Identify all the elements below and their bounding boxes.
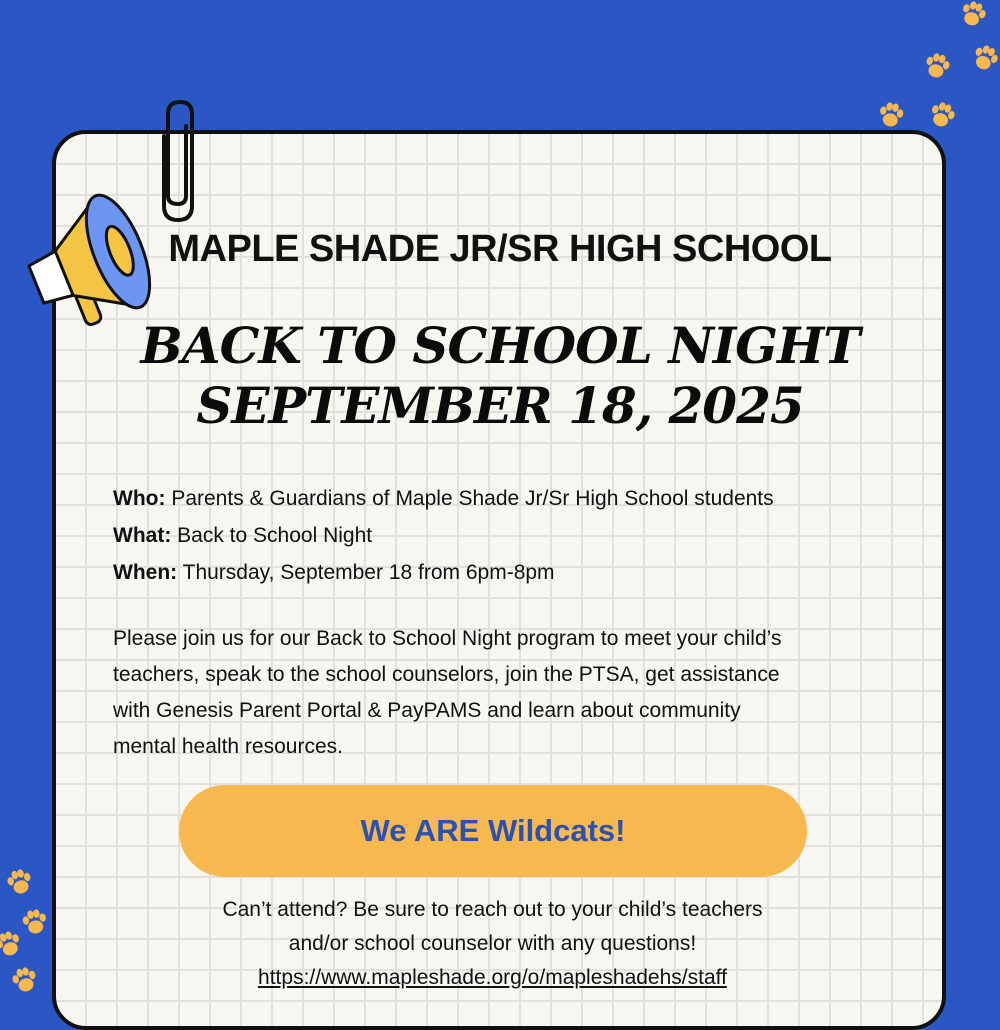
paw-print-icon xyxy=(958,0,988,30)
wildcats-banner: We ARE Wildcats! xyxy=(179,785,807,877)
paw-print-icon xyxy=(927,101,957,131)
what-row xyxy=(113,517,774,554)
who-row xyxy=(113,480,774,517)
what-value: Back to School Night xyxy=(171,524,373,547)
what-label: What: xyxy=(113,524,172,547)
school-name: MAPLE SHADE JR/SR HIGH SCHOOL xyxy=(168,228,832,270)
description xyxy=(113,621,913,765)
event-date: SEPTEMBER 18, 2025 xyxy=(196,376,804,435)
footer-line: Can’t attend? Be sure to reach out to your child’s teachers xyxy=(222,898,763,921)
when-value: Thursday, September 18 from 6pm-8pm xyxy=(177,561,555,584)
description-line: with Genesis Parent Portal & PayPAMS and learn about community xyxy=(113,699,741,722)
when-row xyxy=(113,554,774,591)
footer-line: and/or school counselor with any questions! xyxy=(288,932,697,955)
when-label: When: xyxy=(113,561,178,584)
description-line: mental health resources. xyxy=(113,735,343,758)
paw-print-icon xyxy=(876,101,906,131)
footer-note xyxy=(0,893,985,995)
who-value: Parents & Guardians of Maple Shade Jr/Sr High School students xyxy=(165,487,774,510)
event-title: BACK TO SCHOOL NIGHT xyxy=(140,316,860,375)
paw-print-icon xyxy=(922,52,952,82)
who-label: Who: xyxy=(113,487,166,510)
description-line: Please join us for our Back to School Night program to meet your child’s xyxy=(113,627,782,650)
staff-link[interactable]: https://www.mapleshade.org/o/mapleshadehs/staff xyxy=(258,966,727,989)
event-details xyxy=(113,480,774,591)
description-line: teachers, speak to the school counselors, join the PTSA, get assistance xyxy=(113,663,780,686)
paw-print-icon xyxy=(970,44,1000,74)
